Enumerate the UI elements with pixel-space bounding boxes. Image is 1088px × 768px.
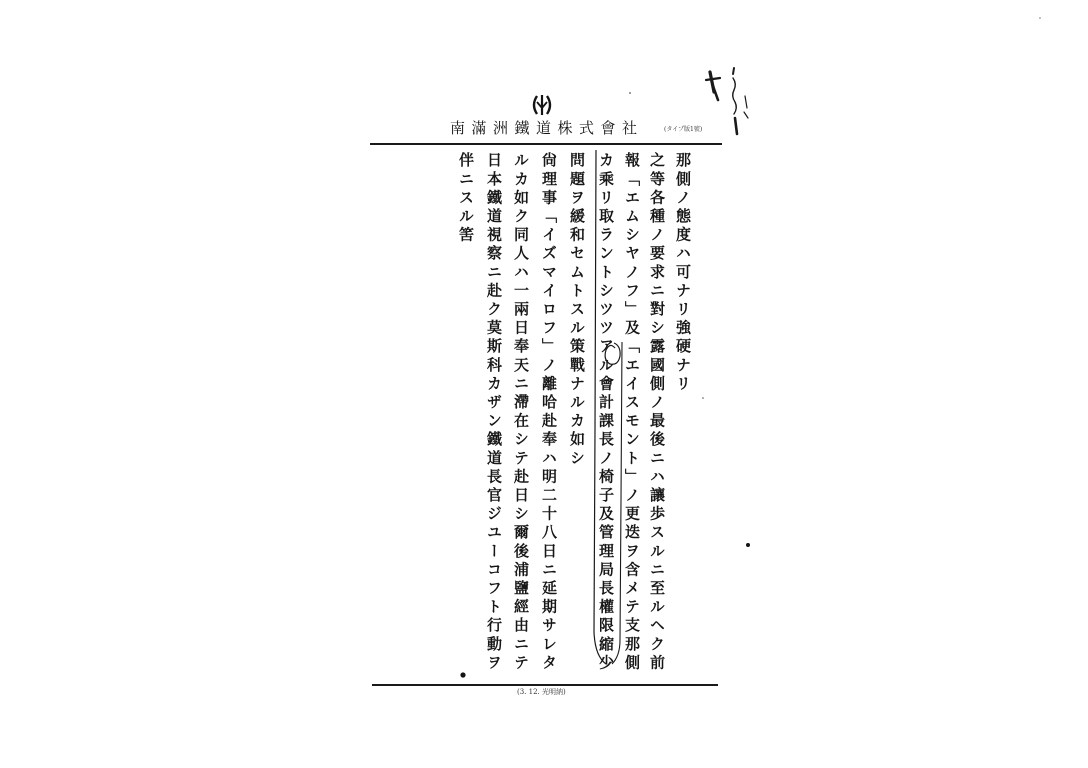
text-column: 日本鐵道視察ニ赴ク莫斯科カザン鐵道長官ジユーコフト行動ヲ bbox=[485, 152, 503, 673]
marginal-handwriting bbox=[706, 68, 748, 134]
text-column: 問題ヲ緩和セムトスル策戰ナルカ如シ bbox=[568, 152, 586, 469]
text-column: 伴ニスル筈 bbox=[457, 152, 475, 245]
text-column: ルカ如ク同人ハ一兩日奉天ニ滯在シテ赴日シ爾後浦鹽經由ニテ bbox=[512, 152, 530, 673]
text-column: 報「エムシヤノフ」及「エイスモント」ノ更迭ヲ含メテ支那側 bbox=[623, 152, 641, 673]
ink-dot bbox=[702, 397, 704, 399]
header-rule bbox=[370, 143, 722, 145]
ink-dot bbox=[460, 672, 465, 677]
form-note: (タイプ版1號) bbox=[664, 126, 703, 133]
text-column: 那側ノ態度ハ可ナリ強硬ナリ bbox=[674, 152, 692, 394]
company-logo-icon bbox=[530, 94, 554, 116]
text-column: 之等各種ノ要求ニ對シ露國側ノ最後ニハ讓歩スルニ至ルヘク前 bbox=[648, 152, 666, 673]
text-column: 尙理事「イズマイロフ」ノ離哈赴奉ハ明二十八日ニ延期サレタ bbox=[540, 152, 558, 673]
company-name: 南滿洲鐵道株式會社 bbox=[450, 119, 644, 137]
footer-note: (3. 12. 光明納) bbox=[517, 688, 566, 696]
text-column: カ乘リ取ラントシツツアル會計課長ノ椅子及管理局長權限縮少 bbox=[597, 152, 615, 673]
footer-rule bbox=[372, 684, 718, 686]
ink-dot bbox=[746, 543, 750, 547]
ink-dot bbox=[1039, 17, 1041, 19]
ink-dot bbox=[629, 92, 631, 94]
